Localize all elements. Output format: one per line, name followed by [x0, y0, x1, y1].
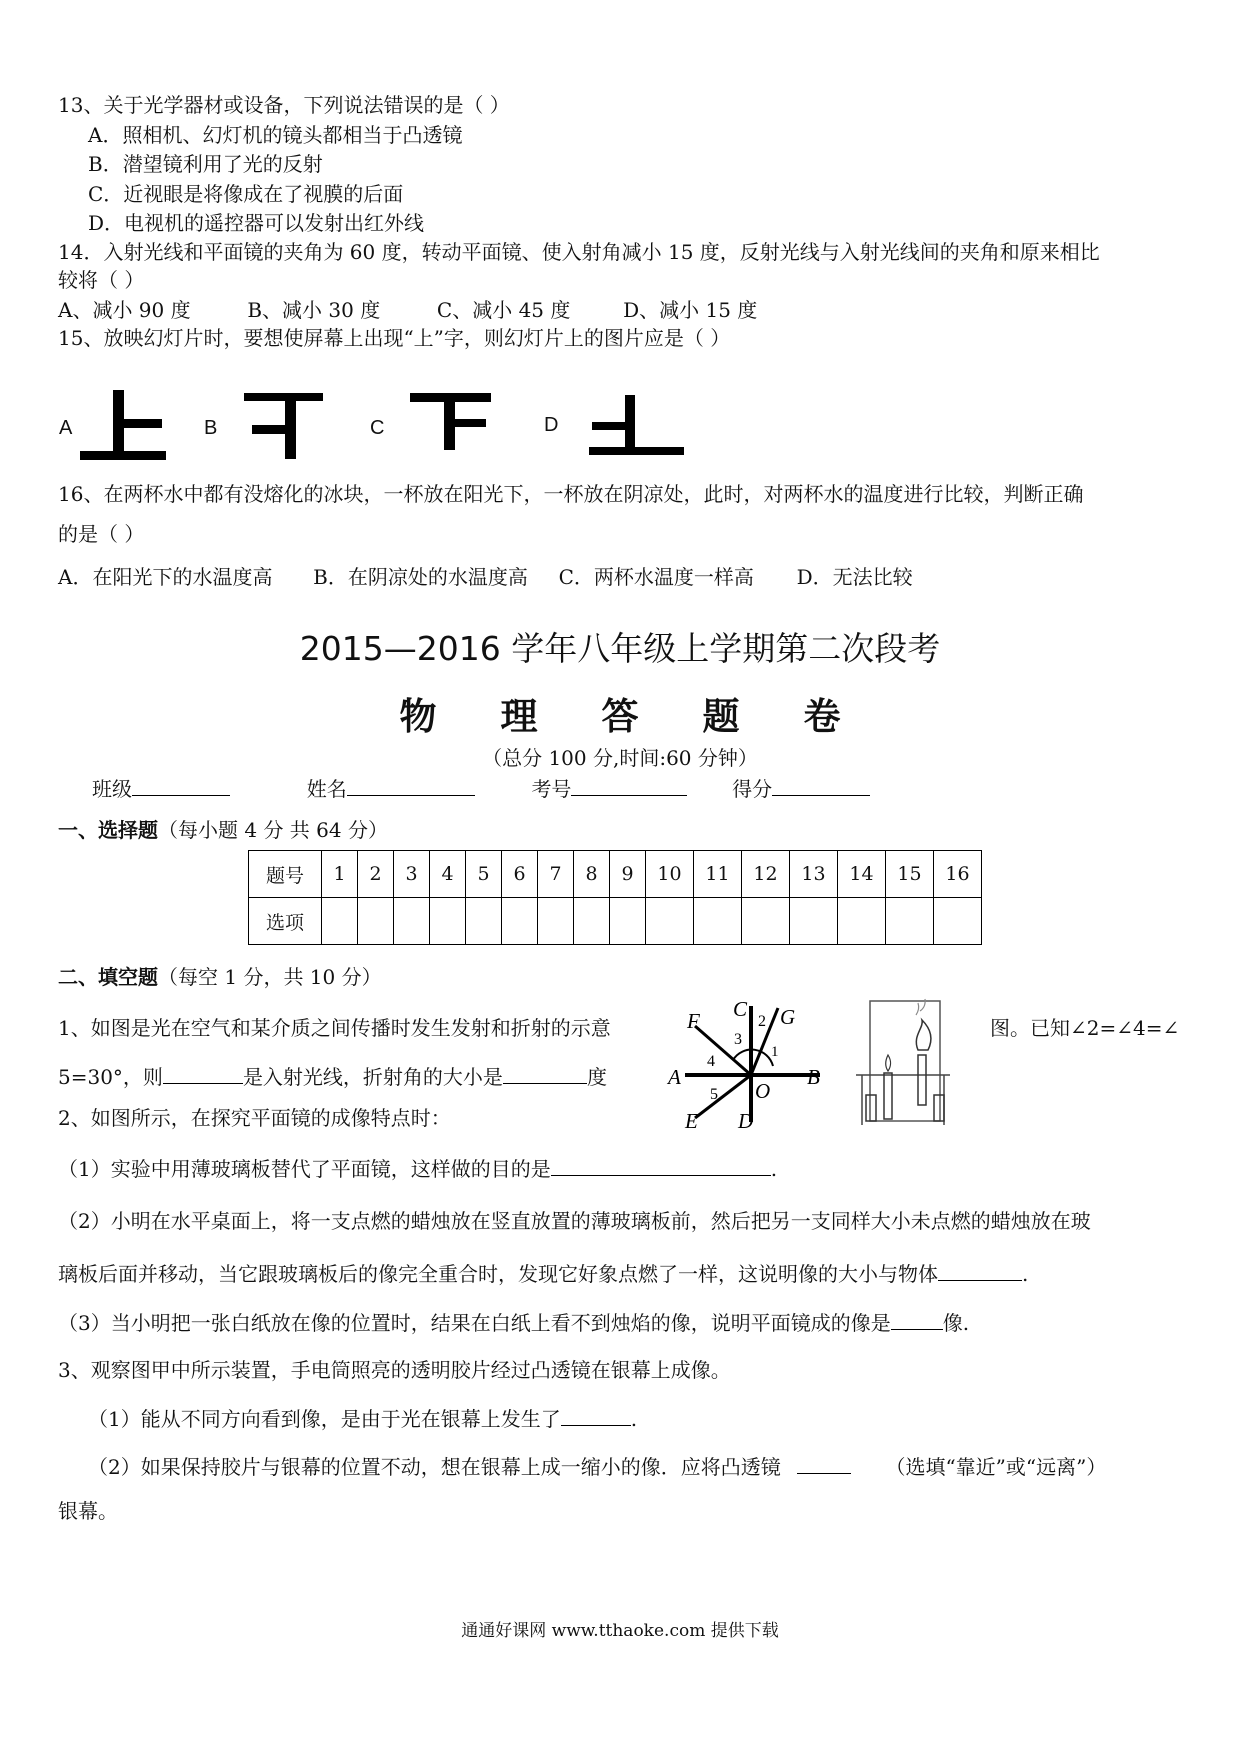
- question-number: 15: [886, 851, 934, 898]
- plane-mirror-experiment-diagram: [848, 995, 958, 1133]
- section1-heading: [58, 816, 388, 844]
- name-label: 姓名: [306, 777, 347, 801]
- fill3-text: （1）能从不同方向看到像，是由于光在银幕上发生了: [88, 1407, 561, 1431]
- fill3-text: （选填“靠近”或“远离”）: [885, 1455, 1107, 1479]
- question-number: 3: [394, 851, 430, 898]
- q13-option-b: B．潜望镜利用了光的反射: [88, 152, 323, 176]
- fill2-part1: [58, 1155, 777, 1183]
- section1-title: 一、选择题: [58, 818, 158, 842]
- section1-note: （每小题 4 分 共 64 分）: [158, 818, 388, 842]
- q14-option-a: A、减小 90 度: [58, 298, 191, 322]
- fig-label: D: [738, 1109, 754, 1132]
- q15-label-c: C: [370, 417, 385, 439]
- q14-option-c: C、减小 45 度: [436, 298, 571, 322]
- fill1-text-line2: [58, 1063, 607, 1091]
- subtitle-char: 物: [399, 695, 437, 738]
- fig-label: C: [733, 997, 748, 1021]
- fill3-part2: [88, 1453, 1106, 1481]
- answer-table: [248, 850, 982, 945]
- section2-title: 二、填空题: [58, 965, 158, 989]
- question-number: 8: [574, 851, 610, 898]
- answer-cell[interactable]: [934, 898, 982, 945]
- q14-stem-line1: 14．入射光线和平面镜的夹角为 60 度，转动平面镜、使入射角减小 15 度，反射光线与入射光线间的夹角和原来相比: [58, 240, 1100, 264]
- answer-cell[interactable]: [838, 898, 886, 945]
- question-number: 1: [322, 851, 358, 898]
- q13-option-d: D．电视机的遥控器可以发射出红外线: [88, 211, 425, 235]
- class-field[interactable]: [132, 775, 230, 796]
- student-info-fields: [92, 775, 870, 803]
- image-type-blank[interactable]: [891, 1309, 943, 1330]
- q13-option-a: A．照相机、幻灯机的镜头都相当于凸透镜: [88, 123, 463, 147]
- answer-cell[interactable]: [394, 898, 430, 945]
- refraction-angle-blank[interactable]: [503, 1063, 587, 1084]
- answer-cell[interactable]: [430, 898, 466, 945]
- subtitle-char: 理: [500, 695, 538, 738]
- question-number: 12: [742, 851, 790, 898]
- exam-number-field[interactable]: [571, 775, 687, 796]
- reflection-type-blank[interactable]: [561, 1405, 631, 1426]
- q14-options: [58, 296, 757, 324]
- fill3-text: .: [630, 1407, 638, 1431]
- fill2-text: 像.: [942, 1311, 970, 1335]
- section2-heading: [58, 963, 382, 991]
- fig-label: 4: [707, 1053, 715, 1070]
- glyph-shang-flipped-icon: [410, 393, 492, 453]
- question-number: 11: [694, 851, 742, 898]
- question-number: 10: [646, 851, 694, 898]
- answer-cell[interactable]: [358, 898, 394, 945]
- fig-label: 3: [734, 1031, 742, 1048]
- fig-label: F: [687, 1009, 700, 1033]
- fig-label: 2: [758, 1013, 766, 1030]
- answer-cell[interactable]: [502, 898, 538, 945]
- fig-label: B: [807, 1065, 820, 1089]
- fill2-text: （3）当小明把一张白纸放在像的位置时，结果在白纸上看不到烛焰的像，说明平面镜成的像是: [58, 1311, 891, 1335]
- fill3-part2-line2: 银幕。: [58, 1499, 118, 1523]
- fig-label: 1: [771, 1044, 779, 1060]
- answer-cell[interactable]: [790, 898, 838, 945]
- question-number-header: 题号: [249, 851, 322, 898]
- q15-label-d: D: [544, 414, 559, 436]
- score-time-note: （总分 100 分,时间:60 分钟）: [482, 746, 758, 770]
- q13-option-c: C．近视眼是将像成在了视膜的后面: [88, 182, 404, 206]
- name-field[interactable]: [347, 775, 475, 796]
- q15-label-b: B: [204, 417, 218, 439]
- question-number: 5: [466, 851, 502, 898]
- image-size-blank[interactable]: [938, 1260, 1022, 1281]
- answer-cell[interactable]: [886, 898, 934, 945]
- q16-option-b: B．在阴凉处的水温度高: [313, 565, 528, 589]
- lens-direction-blank[interactable]: [797, 1453, 851, 1474]
- q14-option-d: D、减小 15 度: [623, 298, 758, 322]
- subtitle-char: 题: [702, 695, 740, 738]
- fig-label: O: [755, 1079, 771, 1103]
- fill1-text-part2: 图。已知∠2=∠4=∠: [990, 1016, 1180, 1040]
- score-label: 得分: [732, 777, 773, 801]
- class-label: 班级: [92, 777, 132, 801]
- q15-label-a: A: [59, 417, 73, 439]
- q14-stem-line2: 较将（ ）: [58, 268, 145, 292]
- fill2-text: .: [1022, 1262, 1029, 1286]
- score-field[interactable]: [772, 775, 870, 796]
- answer-cell[interactable]: [646, 898, 694, 945]
- answer-cell[interactable]: [742, 898, 790, 945]
- exam-subtitle: [0, 686, 1240, 740]
- question-number: 2: [358, 851, 394, 898]
- fill3-text: （2）如果保持胶片与银幕的位置不动，想在银幕上成一缩小的像．应将凸透镜: [88, 1455, 781, 1479]
- glyph-shang-rotated-icon: [244, 393, 324, 463]
- light-refraction-diagram: [665, 996, 840, 1132]
- q16-stem-line1: 16、在两杯水中都有没熔化的冰块，一杯放在阳光下，一杯放在阴凉处，此时，对两杯水的温度进行比较，判断正确: [58, 482, 1084, 506]
- table-row: [249, 851, 982, 898]
- fig-label: A: [668, 1065, 681, 1089]
- fill2-part2-line2: [58, 1260, 1028, 1288]
- answer-cell[interactable]: [610, 898, 646, 945]
- question-number: 7: [538, 851, 574, 898]
- fill1-text: 5=30°，则: [58, 1065, 163, 1089]
- question-number: 6: [502, 851, 538, 898]
- glyph-shang-icon: [80, 385, 170, 463]
- answer-cell[interactable]: [466, 898, 502, 945]
- fill2-stem: 2、如图所示，在探究平面镜的成像特点时：: [58, 1106, 451, 1130]
- fig-label: 5: [710, 1086, 718, 1103]
- fill2-text: .: [770, 1157, 778, 1181]
- fill3-stem: 3、观察图甲中所示装置，手电筒照亮的透明胶片经过凸透镜在银幕上成像。: [58, 1358, 731, 1382]
- subtitle-char: 答: [601, 695, 639, 738]
- fill1-text: 是入射光线，折射角的大小是: [242, 1065, 503, 1089]
- question-number: 9: [610, 851, 646, 898]
- q16-option-d: D．无法比较: [796, 565, 913, 589]
- answer-option-header: 选项: [249, 898, 322, 945]
- subtitle-char: 卷: [803, 695, 841, 738]
- question-number: 14: [838, 851, 886, 898]
- answer-cell[interactable]: [538, 898, 574, 945]
- table-row: [249, 898, 982, 945]
- q16-options: [58, 563, 913, 591]
- q16-option-c: C．两杯水温度一样高: [558, 565, 754, 589]
- exam-title: 2015—2016 学年八年级上学期第二次段考: [299, 629, 941, 668]
- page-footer: 通通好课网 www.tthaoke.com 提供下载: [461, 1621, 779, 1641]
- glass-purpose-blank[interactable]: [551, 1155, 771, 1176]
- exam-number-label: 考号: [531, 777, 572, 801]
- q13-stem: 13、关于光学器材或设备，下列说法错误的是（ ）: [58, 93, 510, 117]
- fill1-text-part1: 1、如图是光在空气和某介质之间传播时发生发射和折射的示意: [58, 1016, 611, 1040]
- fill2-part3: [58, 1309, 969, 1337]
- fig-label: G: [780, 1005, 796, 1029]
- section2-note: （每空 1 分，共 10 分）: [158, 965, 382, 989]
- incident-ray-blank[interactable]: [163, 1063, 243, 1084]
- answer-cell[interactable]: [322, 898, 358, 945]
- fill2-text: 璃板后面并移动，当它跟玻璃板后的像完全重合时，发现它好象点燃了一样，这说明像的大小与物体: [58, 1262, 938, 1286]
- q14-option-b: B、减小 30 度: [247, 298, 381, 322]
- question-number: 4: [430, 851, 466, 898]
- fill1-text: 度: [586, 1065, 607, 1089]
- fill2-text: （1）实验中用薄玻璃板替代了平面镜，这样做的目的是: [58, 1157, 551, 1181]
- fill3-part1: [88, 1405, 637, 1433]
- question-number: 16: [934, 851, 982, 898]
- q16-stem-line2: 的是（ ）: [58, 522, 145, 546]
- q16-option-a: A．在阳光下的水温度高: [58, 565, 273, 589]
- answer-cell[interactable]: [574, 898, 610, 945]
- q15-stem: 15、放映幻灯片时，要想使屏幕上出现“上”字，则幻灯片上的图片应是（ ）: [58, 326, 731, 350]
- answer-cell[interactable]: [694, 898, 742, 945]
- fill2-part2-line1: （2）小明在水平桌面上，将一支点燃的蜡烛放在竖直放置的薄玻璃板前，然后把另一支同样大小未点燃的蜡烛放在玻: [58, 1209, 1091, 1233]
- question-number: 13: [790, 851, 838, 898]
- fig-label: E: [685, 1109, 698, 1132]
- glyph-shang-mirrored-icon: [589, 395, 685, 457]
